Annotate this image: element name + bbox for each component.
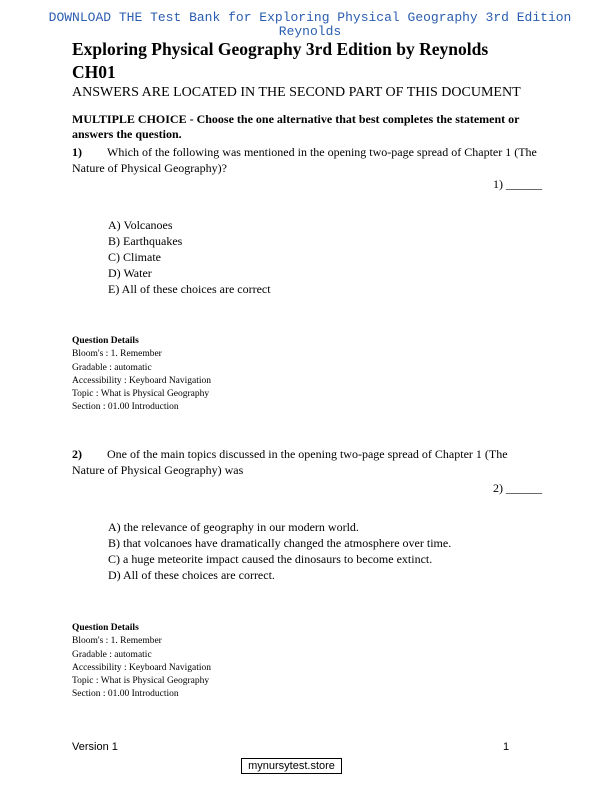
question-2-details [72, 622, 372, 702]
question-2-answer-blank: 2) ______ [493, 481, 542, 495]
details-blooms: Bloom's : 1. Remember [72, 349, 162, 360]
section-header: MULTIPLE CHOICE - Choose the one alternative that best completes the statement or answers the question. [72, 112, 520, 141]
option-a: A) the relevance of geography in our modern world. [108, 520, 359, 534]
details-accessibility: Accessibility : Keyboard Navigation [72, 662, 212, 673]
footer-version: Version 1 [72, 741, 118, 753]
details-accessibility: Accessibility : Keyboard Navigation [72, 375, 212, 386]
question-1-options [108, 217, 548, 297]
option-a: A) Volcanoes [108, 218, 173, 232]
details-gradable: Gradable : automatic [72, 649, 152, 660]
option-d: D) Water [108, 266, 152, 280]
page-number: 1 [503, 741, 510, 753]
details-heading: Question Details [72, 623, 139, 633]
details-topic: Topic : What is Physical Geography [72, 676, 210, 687]
option-e: E) All of these choices are correct [108, 282, 271, 296]
question-1-number: 1) [72, 145, 82, 159]
document-title [72, 38, 552, 84]
details-topic: Topic : What is Physical Geography [72, 389, 210, 400]
answers-notice: ANSWERS ARE LOCATED IN THE SECOND PART OF THIS DOCUMENT [72, 85, 521, 100]
details-gradable: Gradable : automatic [72, 362, 152, 373]
download-banner[interactable]: DOWNLOAD THE Test Bank for Exploring Physical Geography 3rd Edition Reynolds [48, 10, 572, 39]
option-b: B) Earthquakes [108, 234, 183, 248]
title-chapter: CH01 [72, 62, 116, 82]
site-link[interactable]: mynursytest.store [241, 758, 342, 774]
option-c: C) Climate [108, 250, 161, 264]
question-1-details [72, 335, 372, 415]
question-2-text: One of the main topics discussed in the opening two-page spread of Chapter 1 (The Nature of Physical Geography) was [72, 447, 508, 477]
question-2-options [108, 519, 548, 583]
details-heading: Question Details [72, 336, 139, 346]
question-2-number: 2) [72, 447, 82, 461]
option-c: C) a huge meteorite impact caused the dinosaurs to become extinct. [108, 552, 433, 566]
question-2-stem [72, 446, 542, 478]
option-b: B) that volcanoes have dramatically changed the atmosphere over time. [108, 536, 452, 550]
details-section: Section : 01.00 Introduction [72, 689, 179, 700]
question-1-text: Which of the following was mentioned in the opening two-page spread of Chapter 1 (The Nature of Physical Geography)? [72, 145, 537, 175]
details-section: Section : 01.00 Introduction [72, 402, 179, 413]
option-d: D) All of these choices are correct. [108, 568, 275, 582]
details-blooms: Bloom's : 1. Remember [72, 636, 162, 647]
question-1-answer-blank: 1) ______ [493, 177, 542, 191]
question-1-stem [72, 144, 542, 176]
title-line-1: Exploring Physical Geography 3rd Edition by Reynolds [72, 39, 489, 59]
